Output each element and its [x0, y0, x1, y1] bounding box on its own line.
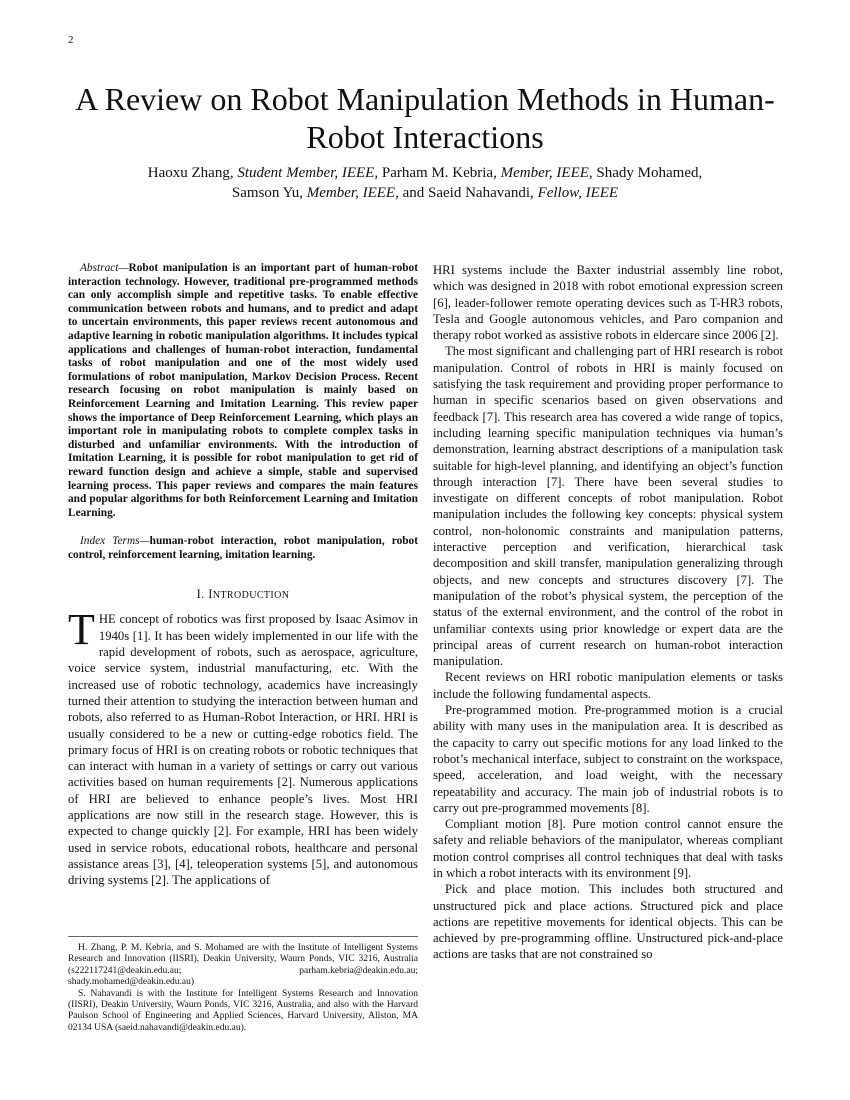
author-name: and Saeid Nahavandi, [398, 185, 538, 201]
section-title-rest: NTRODUCTION [212, 590, 290, 602]
author-name: Samson Yu, [231, 185, 307, 201]
page-number: 2 [68, 34, 74, 46]
index-terms-label: Index Terms— [80, 535, 150, 548]
right-column [433, 262, 783, 963]
author-list [100, 163, 750, 203]
footnote-affiliation-1: H. Zhang, P. M. Kebria, and S. Mohamed are with the Institute of Intelligent Systems Research and Innovation (IISRI), Deakin University, Waurn Ponds, VIC 3216, Australia (s222117241@deakin.edu.au; parham.kebria@deakin.edu.au; shady.mohamed@deakin.edu.au) [68, 943, 418, 988]
intro-body-right [433, 262, 783, 963]
paragraph: The most significant and challenging part of HRI research is robot manipulation. Control of robots in HRI is mainly focused on satisfying the task requirement and providing proper performance to human in specific scenarios based on given observations and feedback [7]. This research area has covered a wide range of topics, including learning specific manipulation techniques via human’s demonstration, learning abstract descriptions of a manipulation task suitable for high-level planning, and identifying an object’s function through interaction [7]. There have been several studies to investigate on different concepts of robot manipulation. Robot manipulation includes the following key concepts: physical system control, non-holonomic constraints and manipulation patterns, interactive perception and verification, hierarchical task decomposition and skill transfer, manipulation generalizing through objects, and new concepts and structures discovery [7]. The manipulation of the robot’s physical system, the perception of the status of the external environment, and the control of the robot in unfamiliar contexts using prior knowledge or expert data are the principal areas of current research on human-robot interaction manipulation. [433, 344, 783, 669]
section-heading [68, 587, 418, 602]
left-column [68, 262, 418, 889]
section-title-initial: I [208, 587, 213, 602]
paragraph: Compliant motion [8]. Pure motion control cannot ensure the safety and reliable behaviors of the manipulator, whereas compliant motion control comprises all control techniques that deal with tasks in which a robot interacts with its environment [9]. [433, 817, 783, 880]
paragraph: Pre-programmed motion. Pre-programmed motion is a crucial ability with many uses in the manipulation area. It is described as the capacity to carry out specific motions for any load linked to the robot’s mechanical interface, subject to constraint on the workspace, speed, acceleration, and load weight, with the necessary repeatability and accuracy. The main job of industrial robots is to carry out pre-programmed movements [8]. [433, 703, 783, 815]
author-membership: Student Member, IEEE, [237, 165, 379, 181]
author-name: Shady Mohamed, [592, 165, 703, 181]
footnotes [68, 936, 418, 1034]
abstract [68, 262, 418, 520]
paragraph: Recent reviews on HRI robotic manipulation elements or tasks include the following fundamental aspects. [433, 670, 783, 701]
abstract-label: Abstract— [80, 262, 129, 274]
index-terms-text: human-robot interaction, robot manipulation, robot control, reinforcement learning, imitation learning. [68, 535, 418, 561]
paragraph [68, 605, 418, 888]
drop-cap: T [68, 605, 95, 655]
paragraph: HRI systems include the Baxter industrial assembly line robot, which was designed in 2018 with robot emotional expression screen [6], leader-follower remote operating devices such as T-HR3 robots, Tesla and Google autonomous vehicles, and Paro companion and therapy robot worked as assistive robots in eldercare since 2006 [2]. [433, 263, 783, 343]
intro-body-left [68, 605, 418, 888]
author-membership: Member, IEEE, [306, 185, 399, 201]
footnote-affiliation-2: S. Nahavandi is with the Institute for Intelligent Systems Research and Innovation (IISRI), Deakin University, Waurn Ponds, VIC 3216, Australia, and also with the Harvard Paulson School of Engineering and Applied Sciences, Harvard University, Allston, MA 02134 USA (saeid.nahavandi@deakin.edu.au). [68, 988, 418, 1033]
index-terms [68, 535, 418, 562]
author-membership: Fellow, IEEE [537, 185, 619, 201]
paragraph: Pick and place motion. This includes both structured and unstructured pick and place actions. Structured pick and place actions are repetitive movements for identical objects. This can be achieved by pre-programming offline. Unstructured pick-and-place actions are tasks that are not constrained so [433, 882, 783, 962]
author-name: Haoxu Zhang, [147, 165, 238, 181]
author-name: Parham M. Kebria, [378, 165, 501, 181]
paper-title: A Review on Robot Manipulation Methods in Human-Robot Interactions [75, 81, 775, 155]
section-number: I. [196, 587, 209, 602]
paragraph-text: HE concept of robotics was first proposed by Isaac Asimov in 1940s [1]. It has been widely implemented in our life with the rapid development of robots, such as aerospace, agriculture, voice service system, industrial manufacturing, etc. With the increased use of robotic technology, academics have increasingly turned their attention to studying the interaction between human and robots, also referred to as Human-Robot Interaction, or HRI. HRI is usually considered to be a new or cutting-edge robotics field. The primary focus of HRI is on creating robots or robotic techniques that can interact with human in a variety of settings or carry out various activities based on human requirements [2]. Numerous applications of HRI are believed to enhance people’s lives. Most HRI applications are now still in the research stage. However, this is expected to change quickly [2]. For example, HRI has been widely used in service robots, educational robots, healthcare and personal assistance areas [3], [4], teleoperation systems [5], and autonomous driving systems [2]. The applications of [68, 612, 418, 888]
abstract-text: Robot manipulation is an important part of human-robot interaction technology. However, traditional pre-programmed methods can only accomplish simple and repetitive tasks. To enable effective communication between robots and humans, and to predict and adapt to uncertain environments, this paper reviews recent autonomous and adaptive learning in robotic manipulation algorithms. It includes typical applications and challenges of human-robot interaction, fundamental tasks of robot manipulation and one of the most widely used formulations of robot manipulation, Markov Decision Process. Recent research focusing on robot manipulation is mainly based on Reinforcement Learning and Imitation Learning. This review paper shows the importance of Deep Reinforcement Learning, which plays an important role in manipulating robots to complete complex tasks in disturbed and unfamiliar environments. With the introduction of Imitation Learning, it is possible for robot manipulation to get rid of reward function design and achieve a simple, stable and supervised learning process. This paper reviews and compares the main features and popular algorithms for both Reinforcement Learning and Imitation Learning. [68, 262, 418, 519]
author-membership: Member, IEEE, [500, 165, 593, 181]
